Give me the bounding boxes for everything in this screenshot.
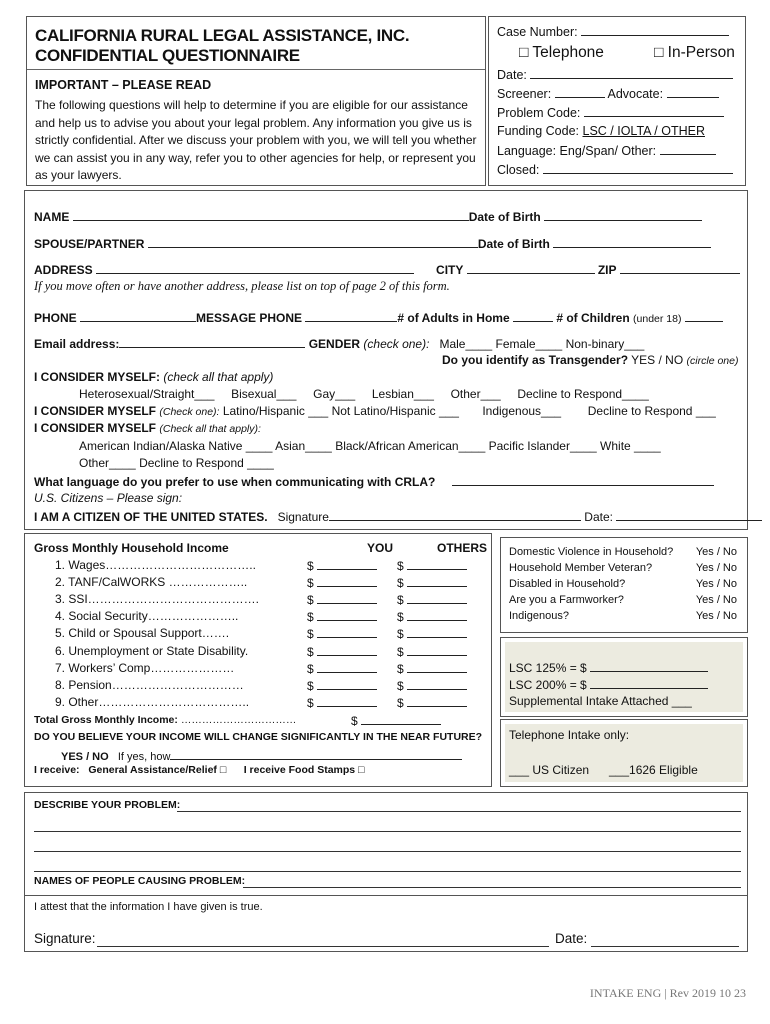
citizen-signature-field[interactable] bbox=[329, 509, 581, 521]
describe-line-2[interactable] bbox=[34, 831, 741, 832]
problem-divider bbox=[25, 895, 747, 896]
phone-row: PHONE MESSAGE PHONE # of Adults in Home # of Children (under 18) bbox=[34, 310, 723, 325]
income-you-amount-field[interactable] bbox=[307, 678, 377, 693]
income-others-amount-field[interactable] bbox=[397, 644, 467, 659]
city-field[interactable] bbox=[467, 262, 595, 274]
spouse-field[interactable] bbox=[148, 236, 478, 248]
income-item-ssi: 3. SSI……………………………………. bbox=[55, 592, 260, 606]
date-line-bottom[interactable] bbox=[591, 946, 739, 947]
telephone-intake-box bbox=[500, 719, 748, 787]
income-others-amount-field[interactable] bbox=[397, 558, 467, 573]
income-item-pension: 8. Pension…………………………… bbox=[55, 678, 244, 692]
us-citizen-check[interactable]: ___ US Citizen bbox=[509, 763, 590, 777]
supplemental-intake[interactable]: Supplemental Intake Attached ___ bbox=[509, 694, 692, 708]
side-question-label: Household Member Veteran? bbox=[509, 562, 653, 574]
title-divider bbox=[27, 69, 485, 70]
zip-field[interactable] bbox=[620, 262, 740, 274]
dollar-sign: $ bbox=[397, 593, 404, 607]
form-title-line1: CALIFORNIA RURAL LEGAL ASSISTANCE, INC. bbox=[35, 26, 410, 45]
telephone-intake-heading: Telephone Intake only: bbox=[509, 728, 630, 742]
income-you-amount-field[interactable] bbox=[307, 592, 377, 607]
income-others-amount-field[interactable] bbox=[397, 695, 467, 710]
income-item-other: 9. Other……………………………….. bbox=[55, 695, 250, 709]
important-heading: IMPORTANT – PLEASE READ bbox=[35, 78, 212, 92]
problem-code-field[interactable] bbox=[584, 105, 724, 117]
income-change-yes-no[interactable]: YES / NO bbox=[61, 751, 109, 763]
screener-field[interactable] bbox=[555, 86, 605, 98]
income-you-amount-field[interactable] bbox=[307, 644, 377, 659]
income-heading: Gross Monthly Household Income bbox=[34, 541, 229, 555]
transgender-yes-no[interactable]: YES / NO bbox=[631, 353, 684, 367]
form-title-line2: CONFIDENTIAL QUESTIONNAIRE bbox=[35, 46, 300, 65]
citizen-row: I AM A CITIZEN OF THE UNITED STATES. Signature Date: bbox=[34, 509, 762, 524]
adults-field[interactable] bbox=[513, 310, 553, 322]
race-heading: I CONSIDER MYSELF (Check all that apply): bbox=[34, 421, 261, 435]
dollar-sign: $ bbox=[307, 645, 314, 659]
dollar-sign: $ bbox=[307, 559, 314, 573]
address-field[interactable] bbox=[96, 262, 414, 274]
advocate-field[interactable] bbox=[667, 86, 719, 98]
income-change-question: DO YOU BELIEVE YOUR INCOME WILL CHANGE SIGNIFICANTLY IN THE NEAR FUTURE? bbox=[34, 731, 483, 743]
ethnicity-row: I CONSIDER MYSELF (Check one): Latino/Hispanic ___ Not Latino/Hispanic ___ Indigenous___ Decline to Respond ___ bbox=[34, 404, 716, 418]
name-field[interactable] bbox=[73, 209, 469, 221]
side-question-label: Domestic Violence in Household? bbox=[509, 546, 674, 558]
in-person-checkbox[interactable]: □ In-Person bbox=[654, 44, 735, 61]
option-black[interactable]: Black/African American____ bbox=[335, 439, 486, 453]
citizens-sign-label: U.S. Citizens – Please sign: bbox=[34, 491, 183, 505]
income-item-unemployment: 6. Unemployment or State Disability. bbox=[55, 644, 249, 658]
income-you-amount-field[interactable] bbox=[307, 558, 377, 573]
dollar-sign: $ bbox=[307, 679, 314, 693]
screener-label: Screener: Advocate: bbox=[497, 86, 719, 101]
address-note: If you move often or have another address, please list on top of page 2 of this form. bbox=[34, 279, 450, 293]
dollar-sign: $ bbox=[397, 645, 404, 659]
case-number-label: Case Number: bbox=[497, 24, 729, 39]
language-question: What language do you prefer to use when communicating with CRLA? bbox=[34, 474, 714, 489]
option-white[interactable]: White ____ bbox=[600, 439, 661, 453]
dollar-sign: $ bbox=[397, 627, 404, 641]
address-row: ADDRESS CITY ZIP bbox=[34, 262, 740, 277]
describe-line-3[interactable] bbox=[34, 851, 741, 852]
option-lesbian[interactable]: Lesbian___ bbox=[371, 387, 434, 401]
option-american-indian[interactable]: American Indian/Alaska Native ____ bbox=[79, 439, 273, 453]
gender-nonbinary[interactable]: Non-binary___ bbox=[565, 337, 645, 351]
receive-row: I receive: General Assistance/Relief □ I receive Food Stamps □ bbox=[34, 764, 365, 776]
dollar-sign: $ bbox=[307, 593, 314, 607]
dollar-sign: $ bbox=[307, 576, 314, 590]
dollar-sign: $ bbox=[307, 662, 314, 676]
problem-box bbox=[24, 792, 748, 952]
side-question-label: Indigenous? bbox=[509, 610, 569, 622]
option-decline[interactable]: Decline to Respond____ bbox=[517, 387, 649, 401]
phone-field[interactable] bbox=[80, 310, 196, 322]
income-item-wages: 1. Wages……………………………….. bbox=[55, 558, 256, 572]
lsc-box bbox=[500, 637, 748, 717]
income-others-amount-field[interactable] bbox=[397, 592, 467, 607]
dob-field[interactable] bbox=[544, 209, 702, 221]
eligible-1626-check[interactable]: ___1626 Eligible bbox=[609, 763, 698, 777]
dollar-sign: $ bbox=[397, 662, 404, 676]
date-label: Date: bbox=[497, 67, 733, 82]
funding-code-label: Funding Code: LSC / IOLTA / OTHER bbox=[497, 124, 705, 138]
names-causing-problem-label: NAMES OF PEOPLE CAUSING PROBLEM: bbox=[34, 875, 246, 887]
income-you-amount-field[interactable] bbox=[307, 609, 377, 624]
signature-label: Signature: bbox=[34, 931, 96, 946]
income-item-support: 5. Child or Spousal Support……. bbox=[55, 626, 230, 640]
transgender-row: Do you identify as Transgender? YES / NO (circle one) bbox=[442, 353, 739, 367]
important-text: The following questions will help to determine if you are eligible for our assistance and help us to advise you about your legal problem. Any information you give us is strictly confidential. After we discuss your problem with you, we will tell you whether we can assist you in any way, refer you to other agencies for help, or represent you as your lawyers. bbox=[35, 98, 477, 182]
side-question-yes-no[interactable]: Yes / No bbox=[695, 546, 737, 558]
income-you-amount-field[interactable] bbox=[307, 661, 377, 676]
lsc125-row: LSC 125% = $ bbox=[509, 660, 708, 675]
side-question-yes-no[interactable]: Yes / No bbox=[695, 562, 737, 574]
income-you-amount-field[interactable] bbox=[307, 575, 377, 590]
dollar-sign: $ bbox=[307, 627, 314, 641]
dollar-sign: $ bbox=[397, 610, 404, 624]
income-change-row: YES / NO If yes, how bbox=[61, 748, 462, 763]
income-you-amount-field[interactable] bbox=[307, 695, 377, 710]
dollar-sign: $ bbox=[307, 696, 314, 710]
option-heterosexual[interactable]: Heterosexual/Straight___ bbox=[79, 387, 215, 401]
preferred-language-field[interactable] bbox=[452, 474, 714, 486]
personal-info-box bbox=[24, 190, 748, 530]
dollar-sign: $ bbox=[397, 559, 404, 573]
case-number-field[interactable] bbox=[581, 24, 729, 36]
option-bisexual[interactable]: Bisexual___ bbox=[231, 387, 297, 401]
intro-box bbox=[26, 16, 486, 186]
option-asian[interactable]: Asian____ bbox=[275, 439, 332, 453]
income-you-amount-field[interactable] bbox=[307, 626, 377, 641]
side-question-label: Are you a Farmworker? bbox=[509, 594, 624, 606]
option-other[interactable]: Other___ bbox=[450, 387, 501, 401]
consider-orientation-heading: I CONSIDER MYSELF: (check all that apply) bbox=[34, 370, 274, 384]
income-others-amount-field[interactable] bbox=[397, 626, 467, 641]
dollar-sign: $ bbox=[397, 679, 404, 693]
describe-problem-label: DESCRIBE YOUR PROBLEM: bbox=[34, 799, 181, 811]
language-label: Language: Eng/Span/ Other: bbox=[497, 143, 716, 158]
problem-code-label: Problem Code: bbox=[497, 105, 724, 120]
option-not-latino[interactable]: Not Latino/Hispanic ___ bbox=[331, 404, 459, 418]
attest-text: I attest that the information I have given is true. bbox=[34, 901, 263, 913]
option-decline-ethnicity[interactable]: Decline to Respond ___ bbox=[587, 404, 716, 418]
spouse-row: SPOUSE/PARTNER Date of Birth bbox=[34, 236, 711, 251]
option-latino[interactable]: Latino/Hispanic ___ bbox=[222, 404, 329, 418]
food-stamps-checkbox[interactable]: I receive Food Stamps □ bbox=[243, 764, 365, 776]
income-item-tanf: 2. TANF/CalWORKS ……………….. bbox=[55, 575, 248, 589]
income-others-amount-field[interactable] bbox=[397, 661, 467, 676]
email-field[interactable] bbox=[119, 336, 305, 348]
income-others-amount-field[interactable] bbox=[397, 678, 467, 693]
name-row: NAME Date of Birth bbox=[34, 209, 702, 224]
date-label-bottom: Date: bbox=[555, 931, 588, 946]
lsc125-field[interactable] bbox=[590, 660, 708, 672]
side-question-yes-no[interactable]: Yes / No bbox=[695, 610, 737, 622]
gender-male[interactable]: Male____ bbox=[439, 337, 493, 351]
spouse-dob-field[interactable] bbox=[553, 236, 711, 248]
lsc200-field[interactable] bbox=[590, 677, 708, 689]
total-income-row: Total Gross Monthly Income: …………………………… bbox=[34, 714, 297, 726]
telephone-checkbox[interactable]: □ Telephone bbox=[519, 44, 604, 61]
dollar-sign: $ bbox=[307, 610, 314, 624]
describe-line-1[interactable] bbox=[177, 811, 741, 812]
date-field[interactable] bbox=[530, 67, 733, 79]
citizen-date-field[interactable] bbox=[616, 509, 762, 521]
children-field[interactable] bbox=[685, 310, 723, 322]
side-question-label: Disabled in Household? bbox=[509, 578, 626, 590]
office-use-box bbox=[488, 16, 746, 186]
income-others-amount-field[interactable] bbox=[397, 575, 467, 590]
income-item-workers-comp: 7. Workers’ Comp………………… bbox=[55, 661, 235, 675]
general-assistance-checkbox[interactable]: General Assistance/Relief □ bbox=[88, 764, 227, 776]
income-item-social-security: 4. Social Security………………….. bbox=[55, 609, 239, 623]
orientation-options bbox=[79, 387, 649, 401]
email-row: Email address: GENDER (check one): Male____ Female____ Non-binary___ bbox=[34, 337, 645, 351]
option-race-decline[interactable]: Decline to Respond ____ bbox=[139, 456, 274, 470]
side-question-yes-no[interactable]: Yes / No bbox=[695, 578, 737, 590]
closed-field[interactable] bbox=[543, 162, 733, 174]
income-change-how-field[interactable] bbox=[170, 748, 462, 760]
income-box bbox=[24, 533, 492, 787]
side-questions-box bbox=[500, 537, 748, 633]
option-indigenous[interactable]: Indigenous___ bbox=[482, 404, 562, 418]
side-question-yes-no[interactable]: Yes / No bbox=[695, 594, 737, 606]
race-options-line1 bbox=[79, 439, 661, 453]
lsc200-row: LSC 200% = $ bbox=[509, 677, 708, 692]
race-options-line2 bbox=[79, 456, 274, 470]
others-column-header: OTHERS bbox=[437, 541, 488, 555]
dollar-sign: $ bbox=[397, 576, 404, 590]
option-pacific-islander[interactable]: Pacific Islander____ bbox=[488, 439, 597, 453]
closed-label: Closed: bbox=[497, 162, 733, 177]
income-others-amount-field[interactable] bbox=[397, 609, 467, 624]
names-line[interactable] bbox=[243, 887, 741, 888]
footer-revision: INTAKE ENG | Rev 2019 10 23 bbox=[589, 986, 746, 1000]
option-race-other[interactable]: Other____ bbox=[79, 456, 136, 470]
describe-line-4[interactable] bbox=[34, 871, 741, 872]
signature-line[interactable] bbox=[97, 946, 549, 947]
option-gay[interactable]: Gay___ bbox=[313, 387, 356, 401]
you-column-header: YOU bbox=[367, 541, 394, 555]
total-income-field[interactable]: $ bbox=[351, 713, 441, 728]
message-phone-field[interactable] bbox=[305, 310, 397, 322]
dollar-sign: $ bbox=[397, 696, 404, 710]
gender-female[interactable]: Female____ bbox=[495, 337, 563, 351]
language-field[interactable] bbox=[660, 143, 716, 155]
